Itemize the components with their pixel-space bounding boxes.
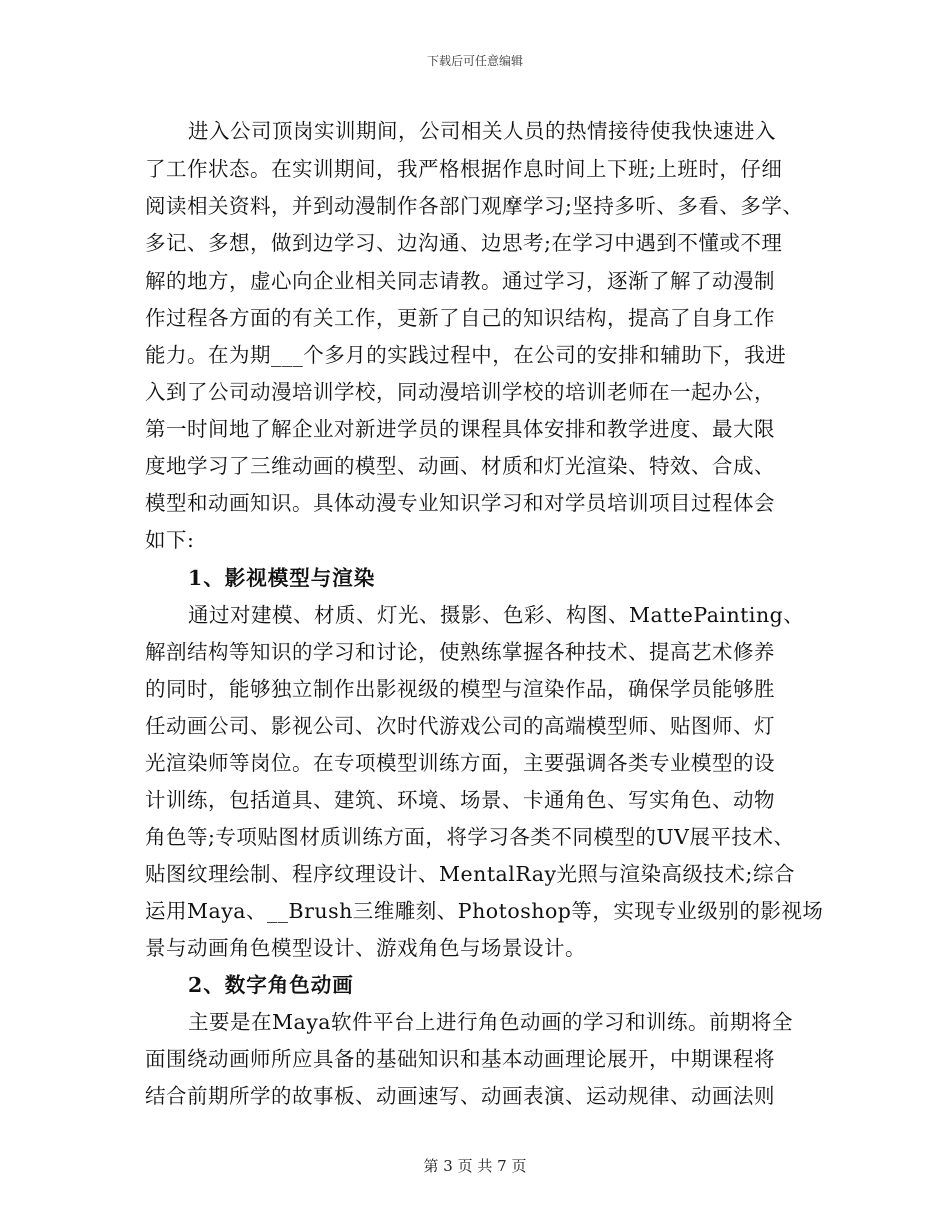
- paragraph-line: 解的地方，虚心向企业相关同志请教。通过学习，逐渐了解了动漫制: [145, 269, 775, 293]
- paragraph-line: 了工作状态。在实训期间，我严格根据作息时间上下班;上班时，仔细: [145, 157, 783, 181]
- paragraph-line: 计训练，包括道具、建筑、环境、场景、卡通角色、写实角色、动物: [145, 788, 775, 812]
- page-header: 下载后可任意编辑: [426, 54, 523, 68]
- paragraph-line: 第一时间地了解企业对新进学员的课程具体安排和教学进度、最大限: [145, 417, 775, 441]
- paragraph-line: 模型和动画知识。具体动漫专业知识学习和对学员培训项目过程体会: [145, 491, 775, 515]
- page-footer: 第 3 页 共 7 页: [423, 1157, 527, 1175]
- section-heading: 1、影视模型与渲染: [188, 566, 376, 590]
- paragraph-line: 如下:: [145, 528, 195, 552]
- paragraph-line: 解剖结构等知识的学习和讨论，使熟练掌握各种技术、提高艺术修养: [145, 640, 775, 664]
- paragraph-line: 阅读相关资料，并到动漫制作各部门观摩学习;坚持多听、多看、多学、: [145, 194, 804, 218]
- paragraph-line: 的同时，能够独立制作出影视级的模型与渲染作品，确保学员能够胜: [145, 677, 775, 701]
- paragraph-line: 运用Maya、__Brush三维雕刻、Photoshop等，实现专业级别的影视场: [145, 899, 824, 923]
- paragraph-line: 入到了公司动漫培训学校，同动漫培训学校的培训老师在一起办公，: [145, 380, 775, 404]
- section-heading: 2、数字角色动画: [188, 973, 354, 997]
- paragraph-line: 面围绕动画师所应具备的基础知识和基本动画理论展开，中期课程将: [145, 1047, 775, 1071]
- paragraph-line: 多记、多想，做到边学习、边沟通、边思考;在学习中遇到不懂或不理: [145, 231, 783, 255]
- paragraph-line: 作过程各方面的有关工作，更新了自己的知识结构，提高了自身工作: [145, 306, 775, 330]
- paragraph-line: 景与动画角色模型设计、游戏角色与场景设计。: [145, 936, 586, 960]
- paragraph-line: 通过对建模、材质、灯光、摄影、色彩、构图、MattePainting、: [188, 603, 805, 627]
- paragraph-line: 进入公司顶岗实训期间，公司相关人员的热情接待使我快速进入: [188, 119, 776, 143]
- paragraph-line: 度地学习了三维动画的模型、动画、材质和灯光渲染、特效、合成、: [145, 454, 775, 478]
- paragraph-line: 主要是在Maya软件平台上进行角色动画的学习和训练。前期将全: [188, 1010, 794, 1034]
- paragraph-line: 能力。在为期___个多月的实践过程中，在公司的安排和辅助下，我进: [145, 343, 787, 367]
- paragraph-line: 结合前期所学的故事板、动画速写、动画表演、运动规律、动画法则: [145, 1084, 775, 1108]
- paragraph-line: 角色等;专项贴图材质训练方面，将学习各类不同模型的UV展平技术、: [145, 825, 795, 849]
- paragraph-line: 贴图纹理绘制、程序纹理设计、MentalRay光照与渲染高级技术;综合: [145, 862, 795, 886]
- paragraph-line: 任动画公司、影视公司、次时代游戏公司的高端模型师、贴图师、灯: [145, 714, 775, 738]
- paragraph-line: 光渲染师等岗位。在专项模型训练方面，主要强调各类专业模型的设: [145, 751, 775, 775]
